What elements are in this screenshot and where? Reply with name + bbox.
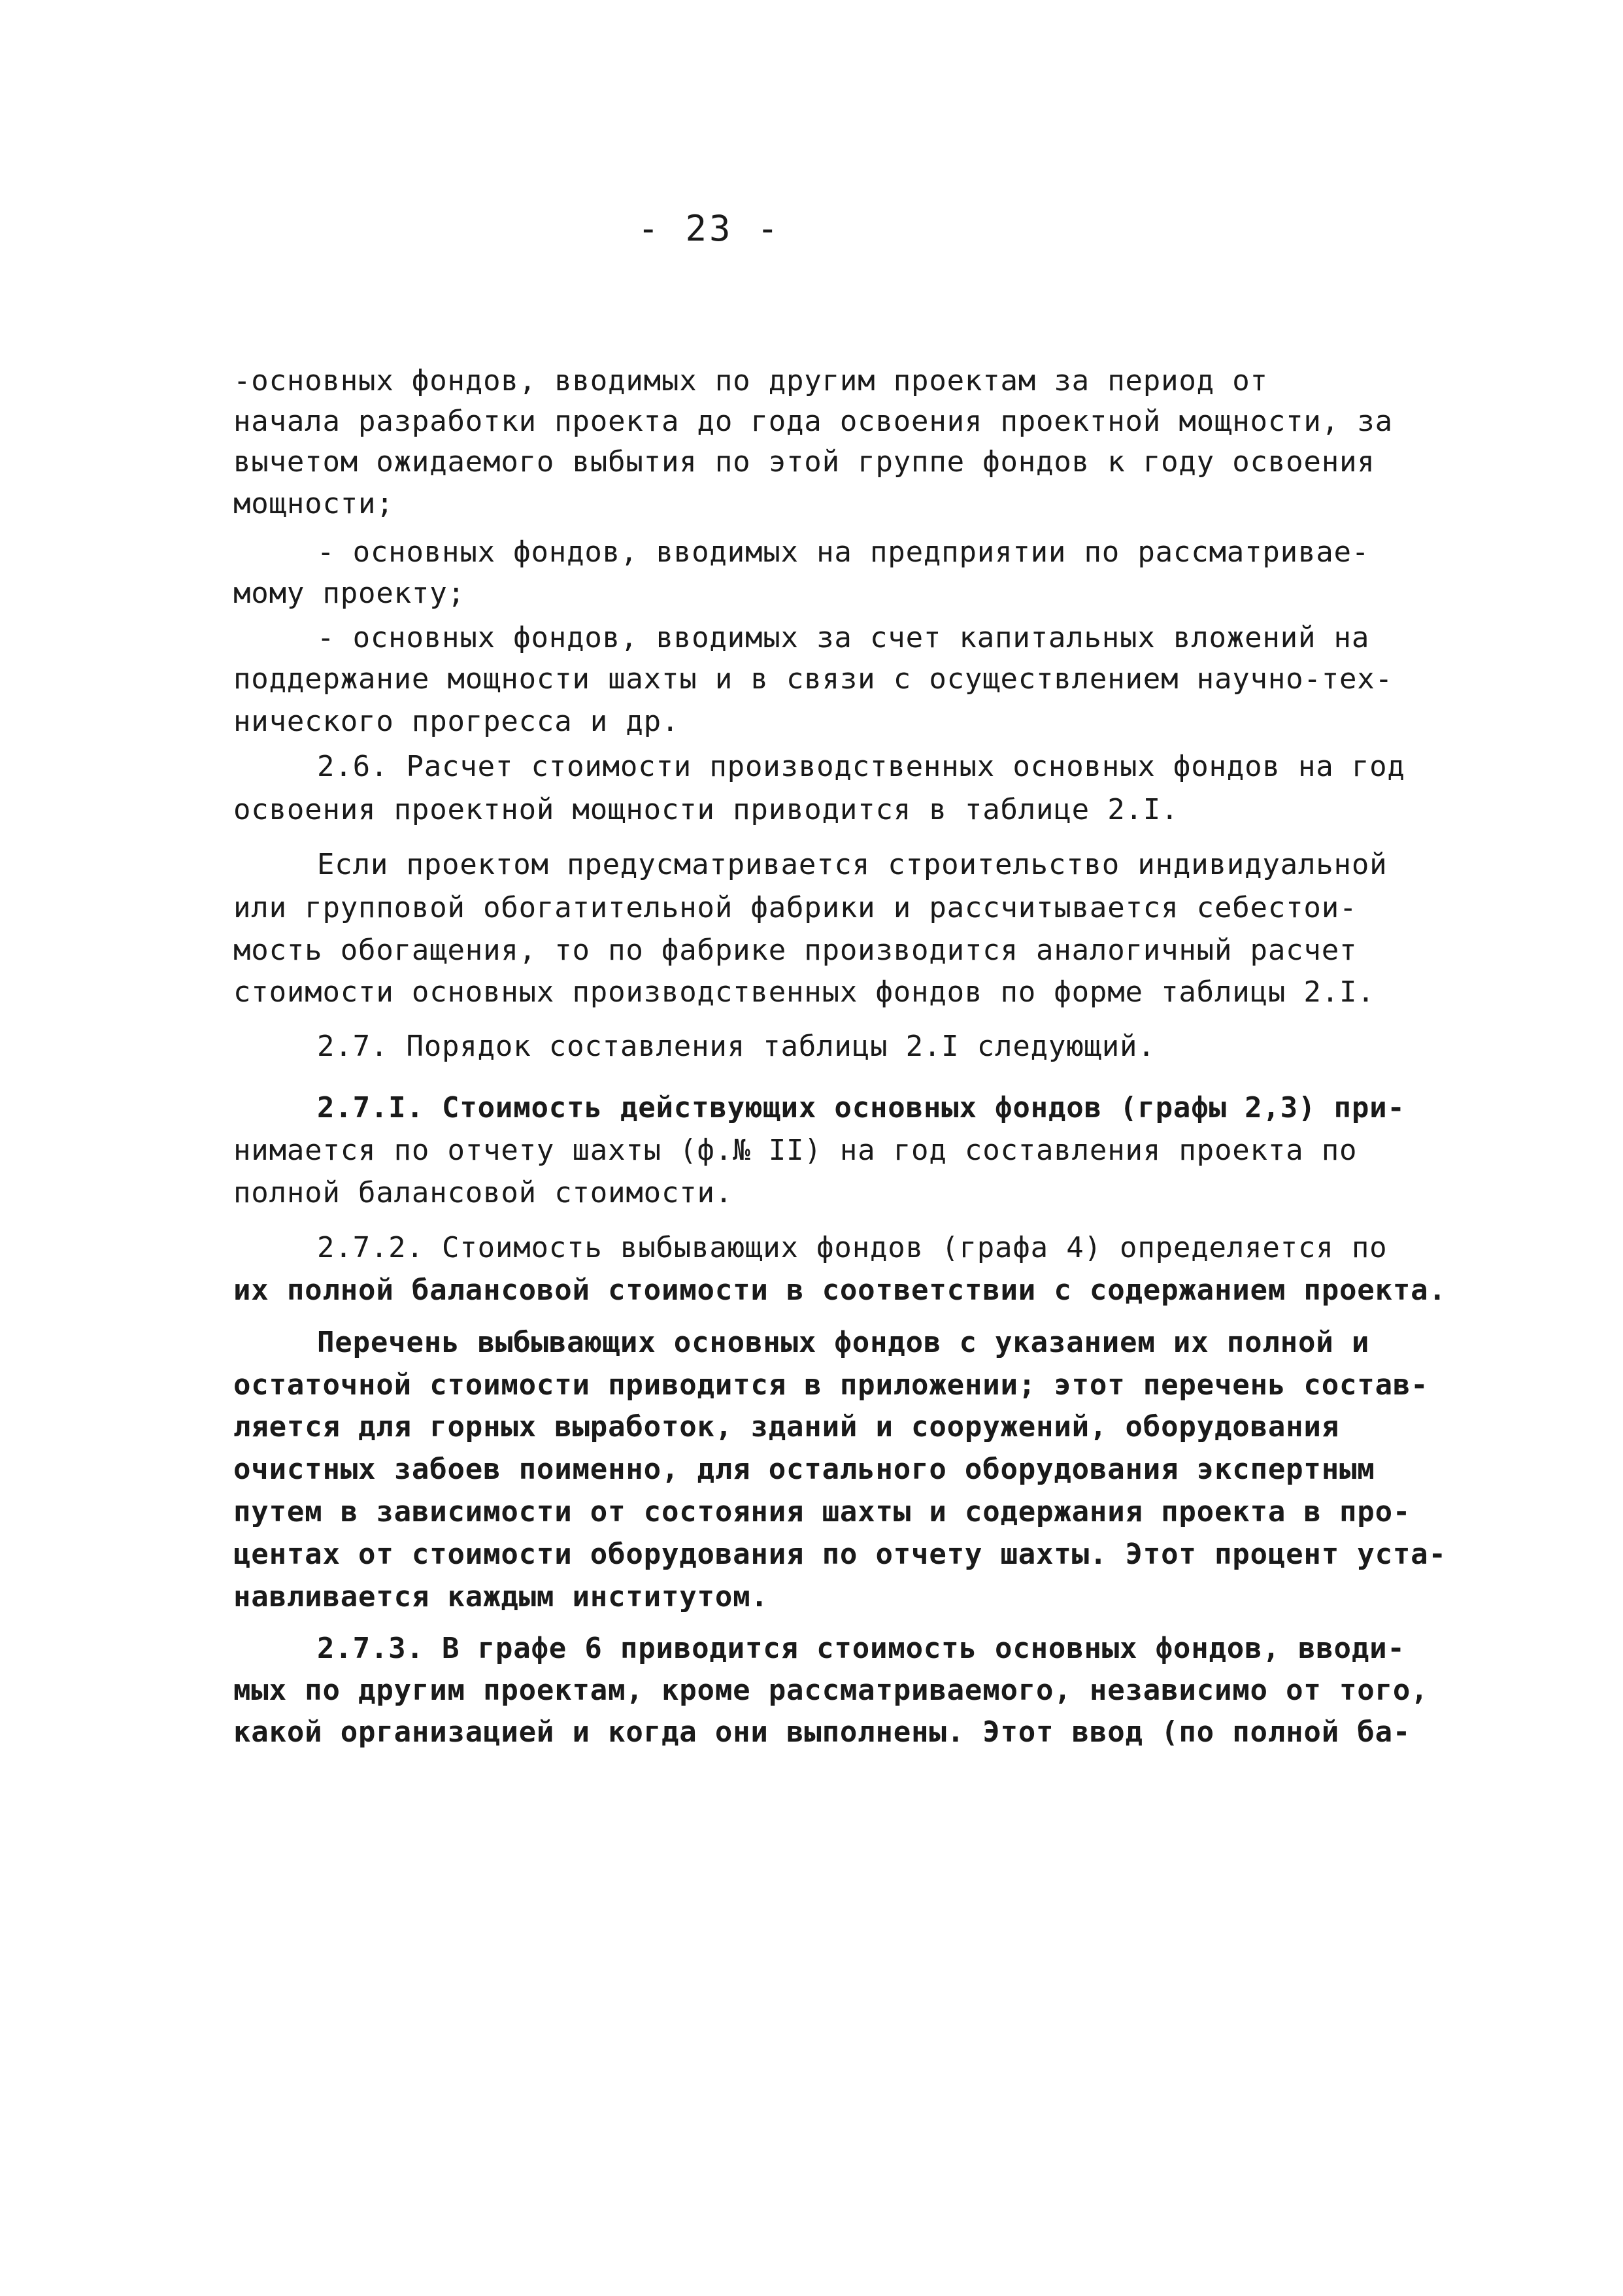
text-line: 2.7.3. В графе 6 приводится стоимость основных фондов, вводи-	[317, 1632, 1405, 1665]
text-line: полной балансовой стоимости.	[233, 1176, 733, 1209]
text-line: мощности;	[233, 487, 394, 520]
text-line: 2.7.2. Стоимость выбывающих фондов (графа 4) определяется по	[317, 1231, 1388, 1264]
text-line: стоимости основных производственных фондов по форме таблицы 2.I.	[233, 975, 1375, 1009]
text-line: ляется для горных выработок, зданий и сооружений, оборудования	[233, 1410, 1339, 1443]
text-line: - основных фондов, вводимых на предприятии по рассматривае-	[317, 535, 1370, 569]
text-line: их полной балансовой стоимости в соответствии с содержанием проекта.	[233, 1274, 1447, 1307]
text-line: мость обогащения, то по фабрике производится аналогичный расчет	[233, 934, 1358, 967]
text-line: 2.7. Порядок составления таблицы 2.I следующий.	[317, 1030, 1156, 1063]
text-line: мому проекту;	[233, 577, 465, 610]
text-line: освоения проектной мощности приводится в таблице 2.I.	[233, 793, 1179, 826]
text-line: поддержание мощности шахты и в связи с осуществлением научно-тех-	[233, 662, 1393, 696]
text-line: начала разработки проекта до года освоения проектной мощности, за	[233, 405, 1393, 438]
text-line: 2.6. Расчет стоимости производственных основных фондов на год	[317, 750, 1405, 783]
text-line: нического прогресса и др.	[233, 705, 680, 738]
text-line: - основных фондов, вводимых за счет капитальных вложений на	[317, 621, 1370, 654]
text-line: Перечень выбывающих основных фондов с указанием их полной и	[317, 1326, 1370, 1359]
text-line: 2.7.I. Стоимость действующих основных фондов (графы 2,3) при-	[317, 1091, 1405, 1124]
page-number: - 23 -	[637, 208, 781, 249]
text-line: или групповой обогатительной фабрики и рассчитывается себестои-	[233, 891, 1358, 924]
text-line: очистных забоев поименно, для остального оборудования экспертным	[233, 1453, 1375, 1486]
text-line: навливается каждым институтом.	[233, 1580, 769, 1613]
text-line: вычетом ожидаемого выбытия по этой группе фондов к году освоения	[233, 445, 1375, 479]
text-line: нимается по отчету шахты (ф.№ II) на год составления проекта по	[233, 1134, 1358, 1167]
text-line: -основных фондов, вводимых по другим проектам за период от	[233, 364, 1268, 397]
text-line: остаточной стоимости приводится в приложении; этот перечень состав-	[233, 1368, 1429, 1402]
text-line: путем в зависимости от состояния шахты и содержания проекта в про-	[233, 1495, 1411, 1528]
text-line: какой организацией и когда они выполнены. Этот ввод (по полной ба-	[233, 1715, 1411, 1749]
text-line: Если проектом предусматривается строительство индивидуальной	[317, 848, 1388, 881]
text-line: мых по другим проектам, кроме рассматриваемого, независимо от того,	[233, 1674, 1429, 1707]
text-line: центах от стоимости оборудования по отчету шахты. Этот процент уста-	[233, 1538, 1447, 1571]
